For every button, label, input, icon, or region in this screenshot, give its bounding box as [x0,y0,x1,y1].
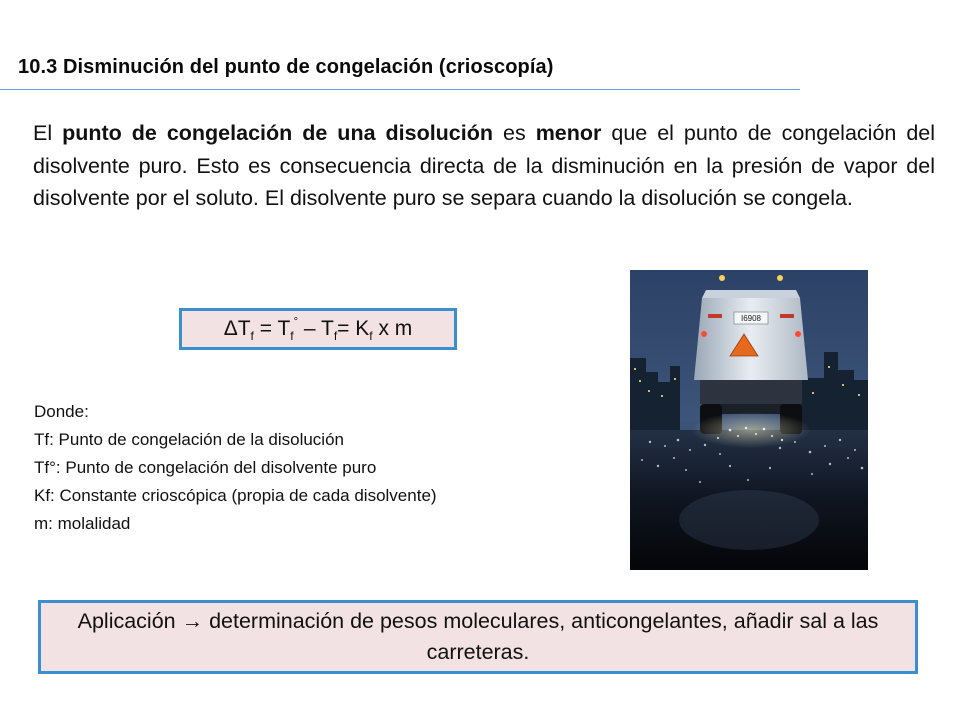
intro-bold-2: menor [535,121,602,145]
salt-truck-photo [630,270,868,570]
formula-part: = T [253,316,291,340]
intro-text-3: que el punto de congelación del disolvente puro. Esto es consecuencia directa de la disminución en la presión de vapor del disolvente por el soluto. El disolvente puro se separa cuando la disolución se congela. [33,121,936,210]
intro-paragraph [33,117,935,215]
definitions-heading: Donde: [34,402,89,421]
formula-degree: ° [293,315,299,328]
definition-item: Tf: Punto de congelación de la disolución [34,430,344,449]
definitions-list [34,398,437,538]
definition-item: Tf°: Punto de congelación del disolvente puro [34,458,377,477]
formula-part: x m [372,316,413,340]
formula-sub: f [333,328,338,343]
formula-part: – T [298,316,334,340]
formula-part: ΔT [223,316,251,340]
formula-box [179,308,457,350]
formula-sub: f [369,328,373,343]
truck-number: I6908 [740,314,762,323]
title-underline [0,89,800,90]
formula [224,316,413,343]
intro-text-2: es [493,121,536,145]
application-box [38,600,918,674]
definition-item: m: molalidad [34,514,131,533]
formula-sub: f [290,328,294,343]
application-text: Aplicación → determinación de pesos moleculares, anticongelantes, añadir sal a las carreteras. [77,609,879,664]
intro-bold-1: punto de congelación de una disolución [62,121,494,145]
intro-text-1: El [33,121,63,145]
definition-item: Kf: Constante crioscópica (propia de cada disolvente) [34,486,437,505]
formula-sub: f [250,328,254,343]
formula-part: = K [337,316,370,340]
page-title: 10.3 Disminución del punto de congelación (crioscopía) [18,56,554,78]
